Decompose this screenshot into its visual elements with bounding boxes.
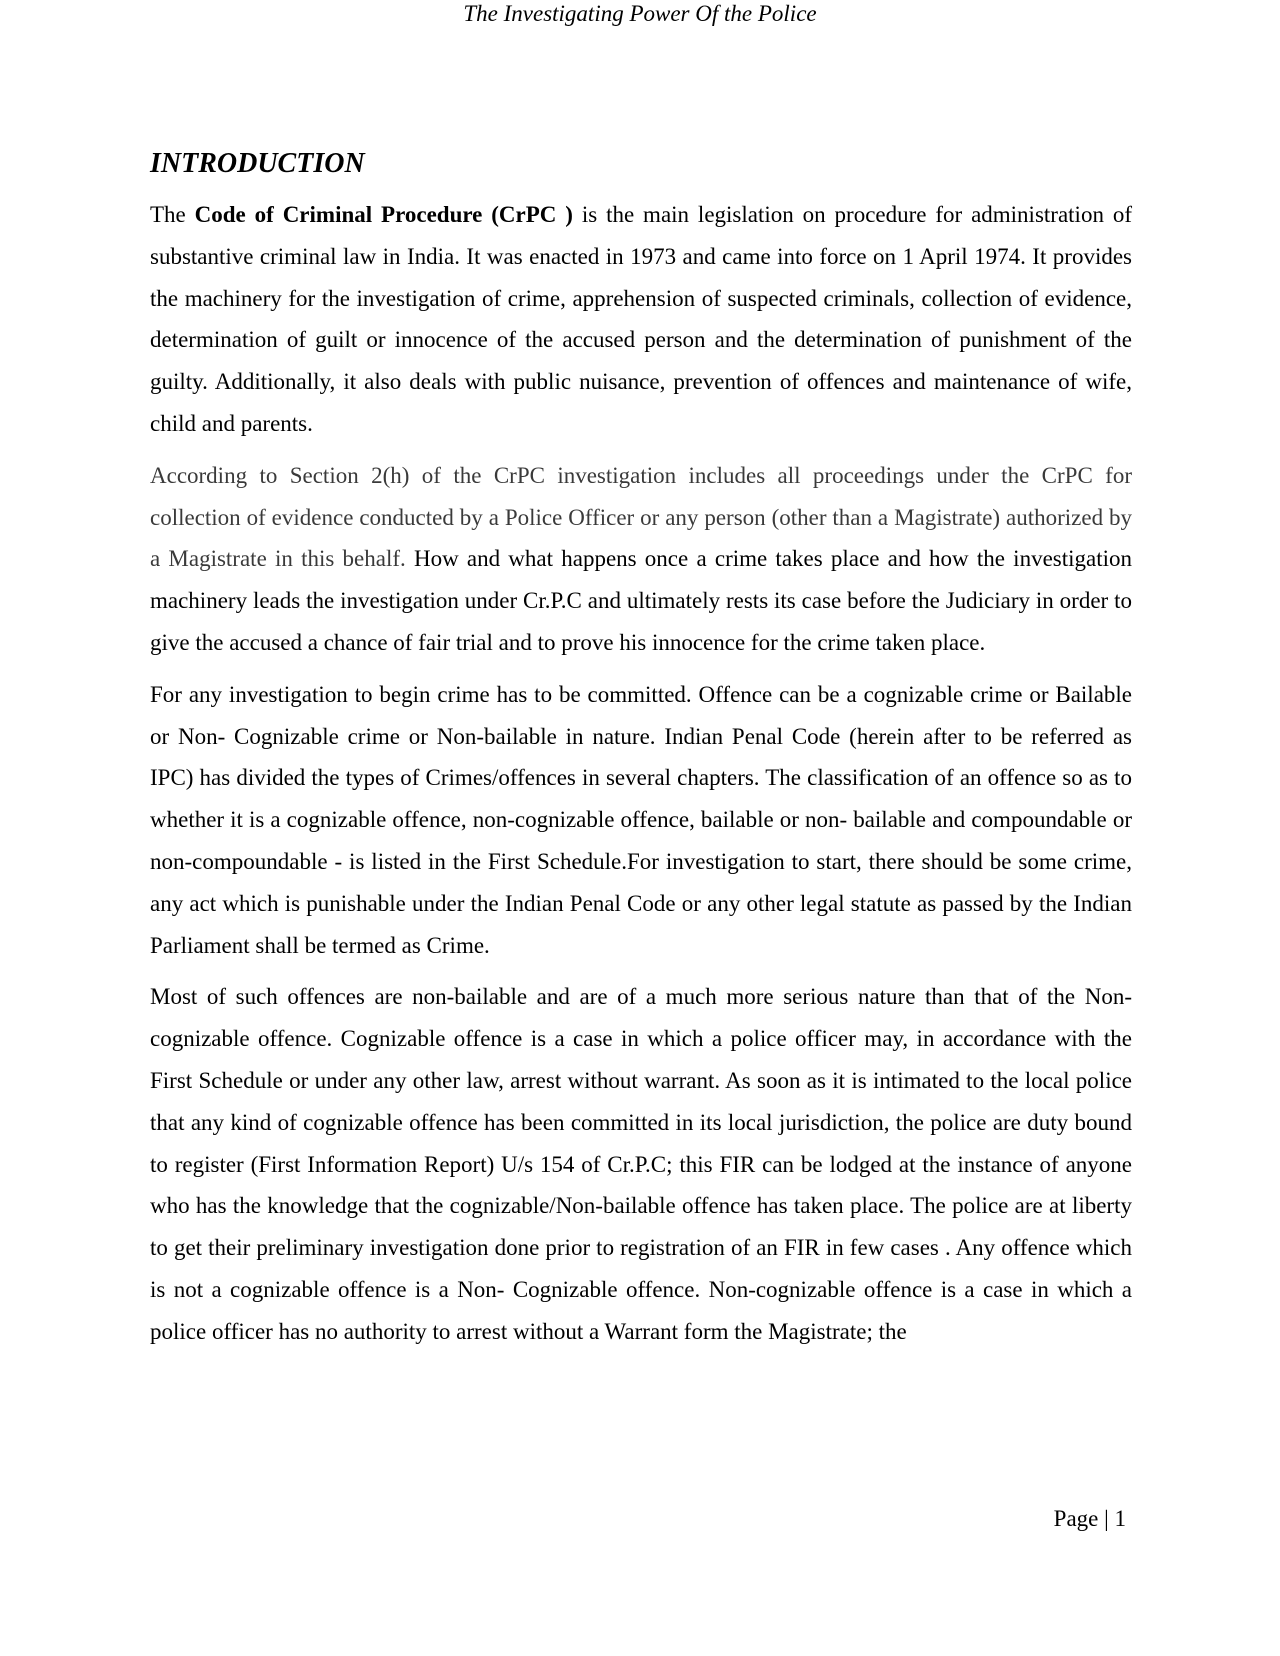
paragraph-1-bold-term: Code of Criminal Procedure (CrPC ) bbox=[194, 202, 573, 227]
document-body bbox=[150, 144, 1132, 1363]
running-header: The Investigating Power Of the Police bbox=[463, 1, 817, 26]
paragraph-3: For any investigation to begin crime has to be committed. Offence can be a cognizable crime or Bailable or Non- Cognizable crime or Non-bailable in nature. Indian Penal Code (herein after to be referred as IPC) has divided the types of Crimes/offences in several chapters. The classification of an offence so as to whether it is a cognizable offence, non-cognizable offence, bailable or non- bailable and compoundable or non-compoundable - is listed in the First Schedule.For investigation to start, there should be some crime, any act which is punishable under the Indian Penal Code or any other legal statute as passed by the Indian Parliament shall be termed as Crime. bbox=[150, 681, 1132, 958]
section-heading: INTRODUCTION bbox=[150, 148, 365, 179]
paragraph-1-lead: The bbox=[150, 202, 195, 227]
paragraph-1 bbox=[150, 194, 1132, 445]
paragraph-2 bbox=[150, 455, 1132, 664]
paragraph-2-quoted-definition: According to Section 2(h) of the CrPC investigation includes all proceedings under the CrPC for collection of evidence conducted by a Police Officer or any person (other than a Magistrate) authorized by a Magistrate in this behalf. bbox=[150, 462, 1132, 572]
paragraph-1-rest: is the main legislation on procedure for administration of substantive criminal law in India. It was enacted in 1973 and came into force on 1 April 1974. It provides the machinery for the investigation of crime, apprehension of suspected criminals, collection of evidence, determination of guilt or innocence of the accused person and the determination of punishment of the guilty. Additionally, it also deals with public nuisance, prevention of offences and maintenance of wife, child and parents. bbox=[150, 202, 1132, 436]
paragraph-4: Most of such offences are non-bailable and are of a much more serious nature than that of the Non-cognizable offence. Cognizable offence is a case in which a police officer may, in accordance with the First Schedule or under any other law, arrest without warrant. As soon as it is intimated to the local police that any kind of cognizable offence has been committed in its local jurisdiction, the police are duty bound to register (First Information Report) U/s 154 of Cr.P.C; this FIR can be lodged at the instance of anyone who has the knowledge that the cognizable/Non-bailable offence has taken place. The police are at liberty to get their preliminary investigation done prior to registration of an FIR in few cases . Any offence which is not a cognizable offence is a Non- Cognizable offence. Non-cognizable offence is a case in which a police officer has no authority to arrest without a Warrant form the Magistrate; the bbox=[150, 984, 1132, 1344]
page-number: Page | 1 bbox=[1053, 1506, 1126, 1531]
paragraph-2-rest: How and what happens once a crime takes place and how the investigation machinery leads the investigation under Cr.P.C and ultimately rests its case before the Judiciary in order to give the accused a chance of fair trial and to prove his innocence for the crime taken place. bbox=[150, 546, 1132, 655]
